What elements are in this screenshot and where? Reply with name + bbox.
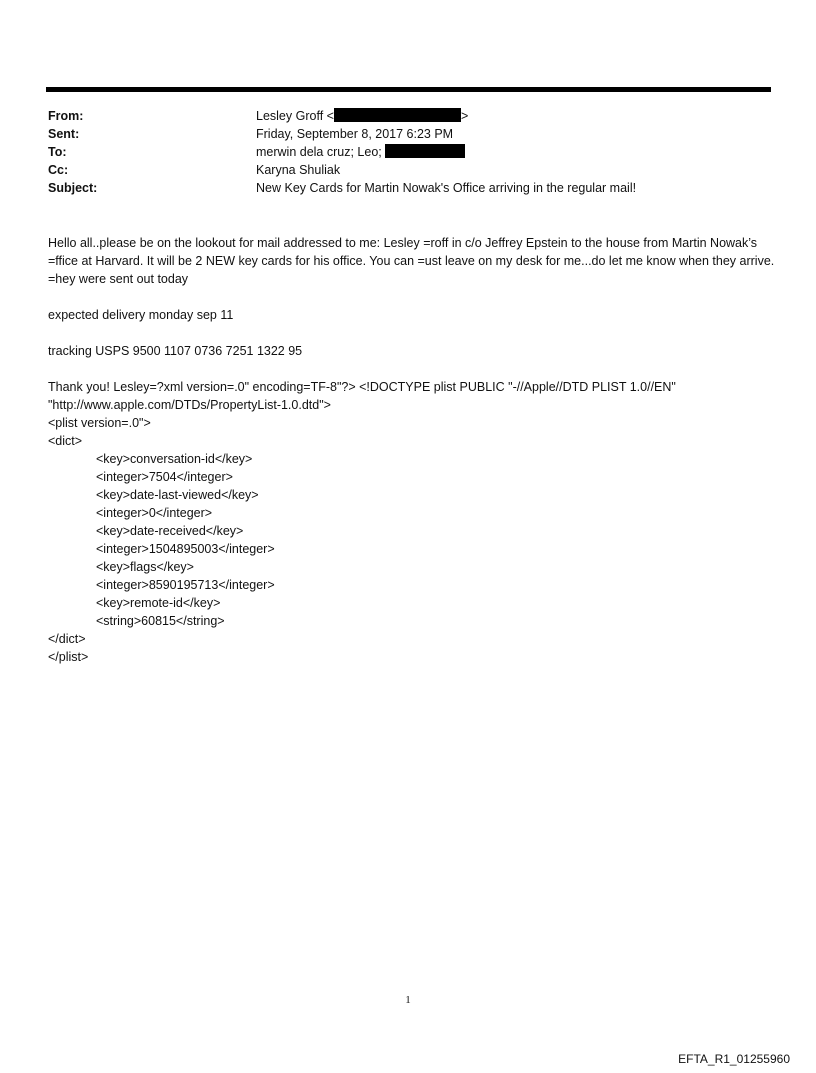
from-name: Lesley Groff <	[256, 109, 334, 123]
to-label: To:	[48, 145, 67, 159]
plist-open: <plist version=.0">	[48, 416, 151, 430]
body-paragraph: "http://www.apple.com/DTDs/PropertyList-1.0.dtd">	[48, 398, 331, 412]
plist-close: </plist>	[48, 650, 89, 664]
subject-value: New Key Cards for Martin Nowak's Office arriving in the regular mail!	[256, 181, 637, 195]
from-bracket: >	[460, 109, 469, 123]
dict-line: <integer>7504</integer>	[96, 470, 233, 484]
document-id: EFTA_R1_01255960	[678, 1052, 790, 1066]
dict-line: <key>flags</key>	[96, 560, 194, 574]
body-paragraph: Thank you! Lesley=?xml version=.0" encoding=TF-8"?> <!DOCTYPE plist PUBLIC "-//Apple//DTD PLIST 1.0//EN"	[48, 380, 676, 394]
sent-label: Sent:	[48, 127, 80, 141]
from-row	[48, 107, 768, 125]
dict-line: <key>conversation-id</key>	[96, 452, 253, 466]
subject-row	[48, 179, 768, 197]
sent-row	[48, 125, 768, 143]
redaction-bar	[334, 108, 461, 122]
dict-close: </dict>	[48, 632, 86, 646]
sent-value: Friday, September 8, 2017 6:23 PM	[256, 127, 454, 141]
dict-line: <integer>1504895003</integer>	[96, 542, 275, 556]
body-paragraph: Hello all..please be on the lookout for mail addressed to me: Lesley =roff in c/o Jeffrey Epstein to the house from Martin Nowak’s =ffice at Harvard. It will be 2 NEW key cards for his office. You can =ust leave on my desk for me...do let me know when they arrive. =hey were sent out today	[48, 236, 775, 286]
email-header	[48, 107, 768, 197]
cc-row	[48, 161, 768, 179]
cc-label: Cc:	[48, 163, 69, 177]
body-paragraph: tracking USPS 9500 1107 0736 7251 1322 95	[48, 344, 303, 358]
cc-value: Karyna Shuliak	[256, 163, 341, 177]
email-body	[48, 234, 778, 666]
dict-line: <string>60815</string>	[96, 614, 225, 628]
redaction-bar	[385, 144, 465, 158]
dict-line: <key>date-received</key>	[96, 524, 244, 538]
to-row	[48, 143, 768, 161]
dict-line: <key>date-last-viewed</key>	[96, 488, 259, 502]
dict-open: <dict>	[48, 434, 83, 448]
from-value	[256, 107, 768, 125]
to-recipients: merwin dela cruz; Leo;	[256, 145, 382, 159]
dict-line: <key>remote-id</key>	[96, 596, 221, 610]
header-rule	[46, 87, 771, 92]
subject-label: Subject:	[48, 181, 98, 195]
to-value	[256, 143, 768, 161]
from-label: From:	[48, 109, 84, 123]
body-paragraph: expected delivery monday sep 11	[48, 308, 234, 322]
dict-line: <integer>8590195713</integer>	[96, 578, 275, 592]
page-number: 1	[405, 994, 411, 1006]
dict-line: <integer>0</integer>	[96, 506, 213, 520]
